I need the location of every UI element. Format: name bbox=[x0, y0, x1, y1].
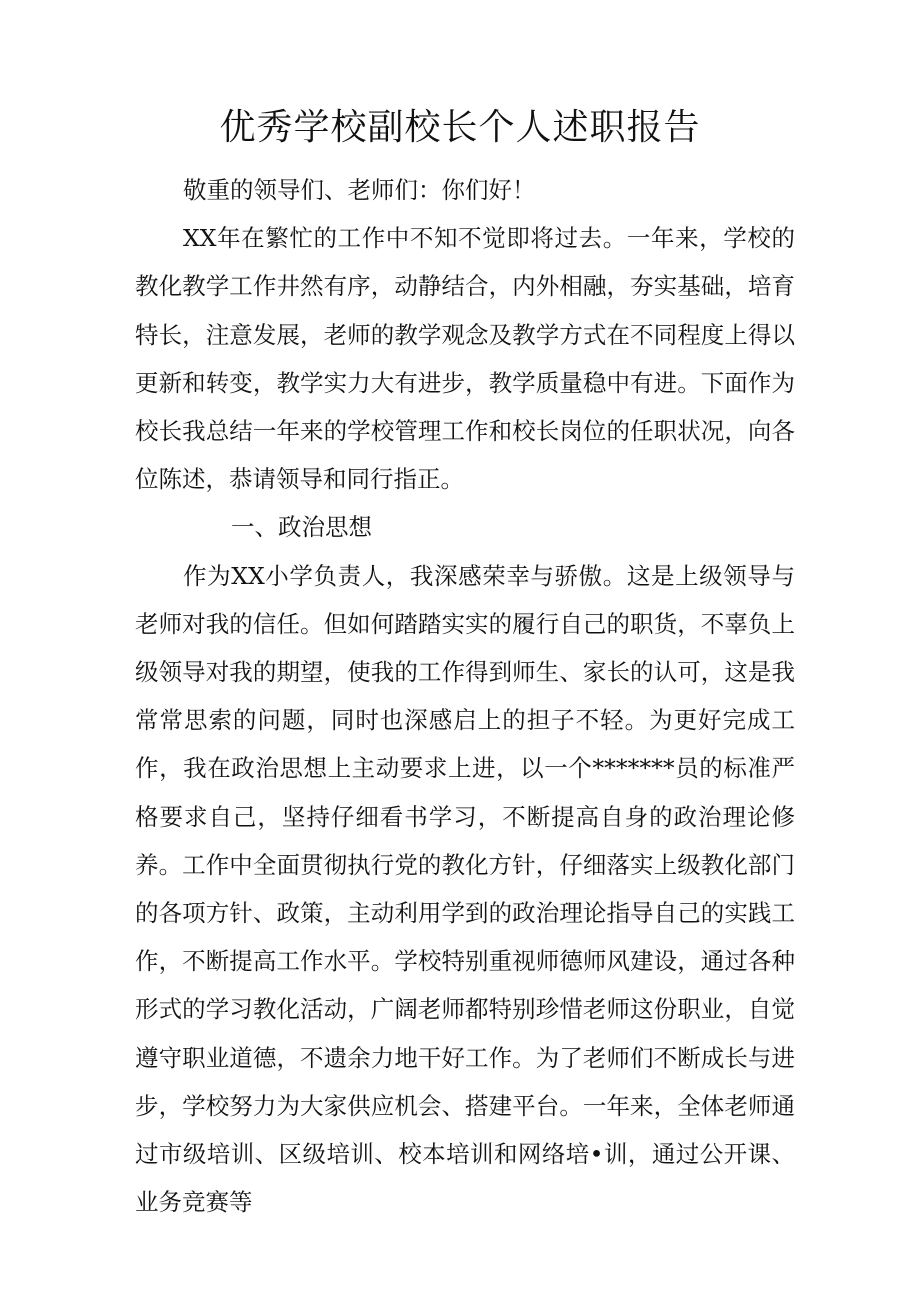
intro-paragraph: XX年在繁忙的工作中不知不觉即将过去。一年来，学校的教化教学工作井然有序，动静结合，内外相融，夯实基础，培育特长，注意发展，老师的教学观念及教学方式在不同程度上得以更新和转变，教学实力大有进步，教学质量稳中有进。下面作为校长我总结一年来的学校管理工作和校长岗位的任职状况，向各位陈述，恭请领导和同行指正。 bbox=[135, 224, 795, 494]
document-body bbox=[135, 166, 795, 1226]
section-heading-political-thought: 一、政治思想 bbox=[231, 513, 372, 542]
document-title: 优秀学校副校长个人述职报告 bbox=[219, 107, 701, 148]
greeting-paragraph: 敬重的领导们、老师们：你们好！ bbox=[183, 176, 536, 204]
political-thought-paragraph: 作为XX小学负责人，我深感荣幸与骄傲。这是上级领导与老师对我的信任。但如何踏踏实实的履行自己的职货，不辜负上级领导对我的期望，使我的工作得到师生、家长的认可，这是我常常思索的问题，同时也深感启上的担子不轻。为更好完成工作，我在政治思想上主动要求上进，以一个*******员的标准严格要求自己，坚持仔细看书学习，不断提高自身的政治理论修养。工作中全面贯彻执行党的教化方针，仔细落实上级教化部门的各项方针、政策，主动利用学到的政治理论指导自己的实践工作，不断提高工作水平。学校特别重视师德师风建设，通过各种形式的学习教化活动，广阔老师都特别珍惜老师这份职业，自觉遵守职业道德，不遗余力地干好工作。为了老师们不断成长与进步，学校努力为大家供应机会、搭建平台。一年来，全体老师通过市级培训、区级培训、校本培训和网络培•训，通过公开课、业务竞赛等 bbox=[135, 561, 795, 1217]
